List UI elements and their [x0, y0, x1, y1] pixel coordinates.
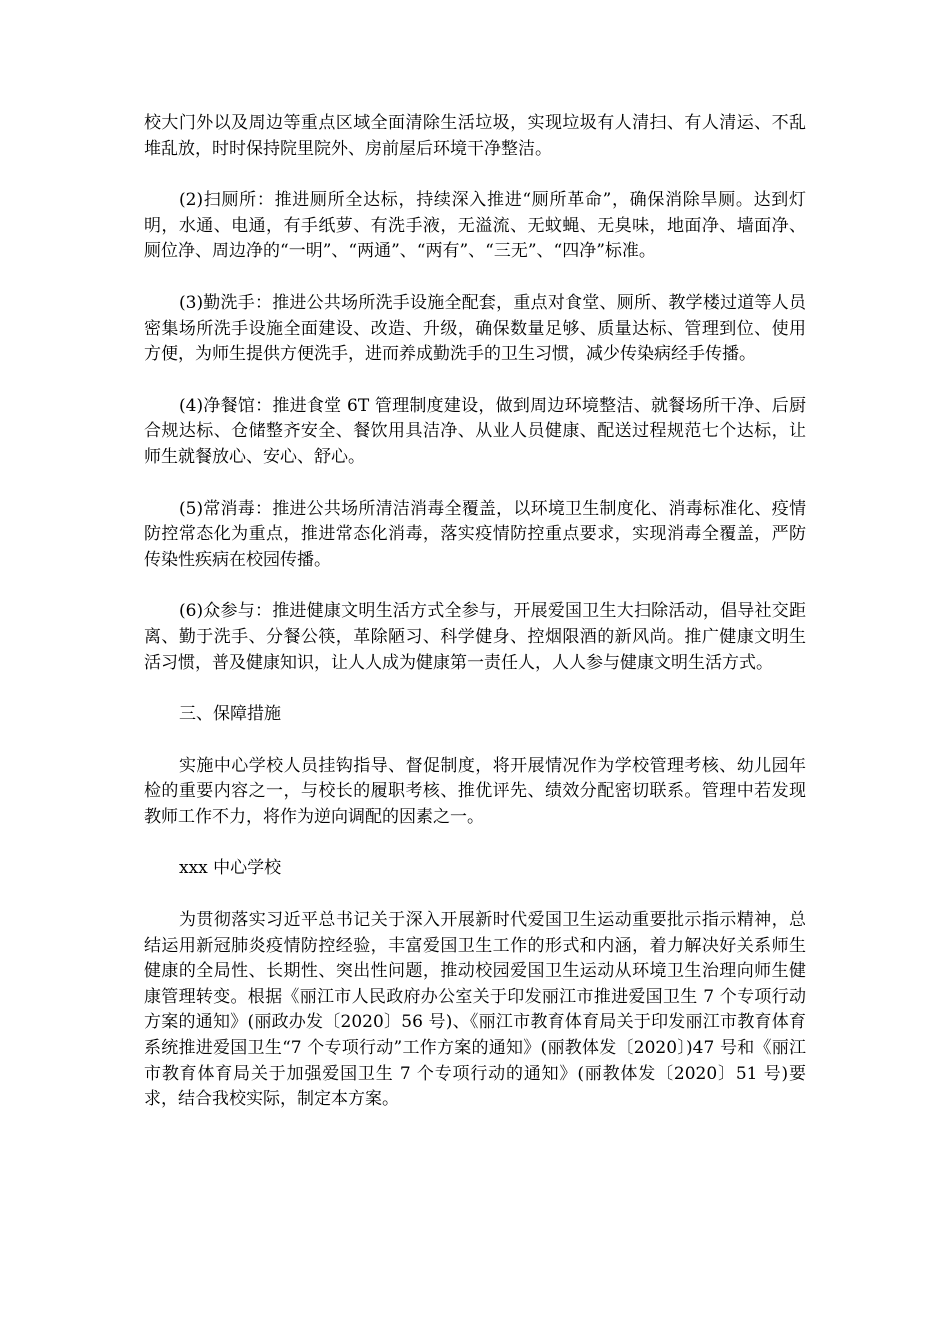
paragraph-disinfection: (5)常消毒：推进公共场所清洁消毒全覆盖，以环境卫生制度化、消毒标准化、疫情防控常态化为重点，推进常态化消毒，落实疫情防控重点要求，实现消毒全覆盖，严防传染性疾病在校园传播。 [144, 498, 806, 570]
school-name: xxx 中心学校 [179, 858, 282, 879]
paragraph-wash-hands: (3)勤洗手：推进公共场所洗手设施全配套，重点对食堂、厕所、教学楼过道等人员密集场所洗手设施全面建设、改造、升级，确保数量足够、质量达标、管理到位、使用方便，为师生提供方便洗手，进而养成勤洗手的卫生习惯，减少传染病经手传播。 [144, 292, 806, 365]
paragraph-clean-toilets: (2)扫厕所：推进厕所全达标，持续深入推进“厕所革命”，确保消除旱厕。达到灯明，水通、电通，有手纸萝、有洗手液，无溢流、无蚊蝇、无臭味，地面净、墙面净、厕位净、周边净的“一明”、“两通”、“两有”、“三无”、“四净”标准。 [144, 190, 806, 262]
section-heading-measures: 三、保障措施 [179, 704, 281, 725]
paragraph-measures: 实施中心学校人员挂钩指导、督促制度，将开展情况作为学校管理考核、幼儿园年检的重要内容之一，与校长的履职考核、推优评先、绩效分配密切联系。管理中若发现教师工作不力，将作为逆向调配的因素之一。 [144, 755, 806, 827]
paragraph-participation: (6)众参与：推进健康文明生活方式全参与，开展爱国卫生大扫除活动，倡导社交距离、勤于洗手、分餐公筷，革除陋习、科学健身、控烟限酒的新风尚。推广健康文明生活习惯，普及健康知识，让人人成为健康第一责任人，人人参与健康文明生活方式。 [144, 601, 806, 673]
document-page [144, 111, 806, 1139]
paragraph-intro: 为贯彻落实习近平总书记关于深入开展新时代爱国卫生运动重要批示指示精神，总结运用新冠肺炎疫情防控经验，丰富爱国卫生工作的形式和内涵，着力解决好关系师生健康的全局性、长期性、突出性问题，推动校园爱国卫生运动从环境卫生治理向师生健康管理转变。根据《丽江市人民政府办公室关于印发丽江市推进爱国卫生 7 个专项行动方案的通知》(丽政办发〔2020〕56 号)、《丽江市教育体育局关于印发丽江市教育体育系统推进爱国卫生“7 个专项行动”工作方案的通知》(丽教体发〔2020〕)47 号和《丽江市教育体育局关于加强爱国卫生 7 个专项行动的通知》(丽教体发〔2020〕51 号)要求，结合我校实际，制定本方案。 [144, 910, 806, 1110]
paragraph-clean-canteen: (4)净餐馆：推进食堂 6T 管理制度建设，做到周边环境整洁、就餐场所干净、后厨合规达标、仓储整齐安全、餐饮用具洁净、从业人员健康、配送过程规范七个达标，让师生就餐放心、安心、舒心。 [144, 395, 806, 467]
paragraph-continuation: 校大门外以及周边等重点区域全面清除生活垃圾，实现垃圾有人清扫、有人清运、不乱堆乱放，时时保持院里院外、房前屋后环境干净整洁。 [144, 113, 806, 159]
